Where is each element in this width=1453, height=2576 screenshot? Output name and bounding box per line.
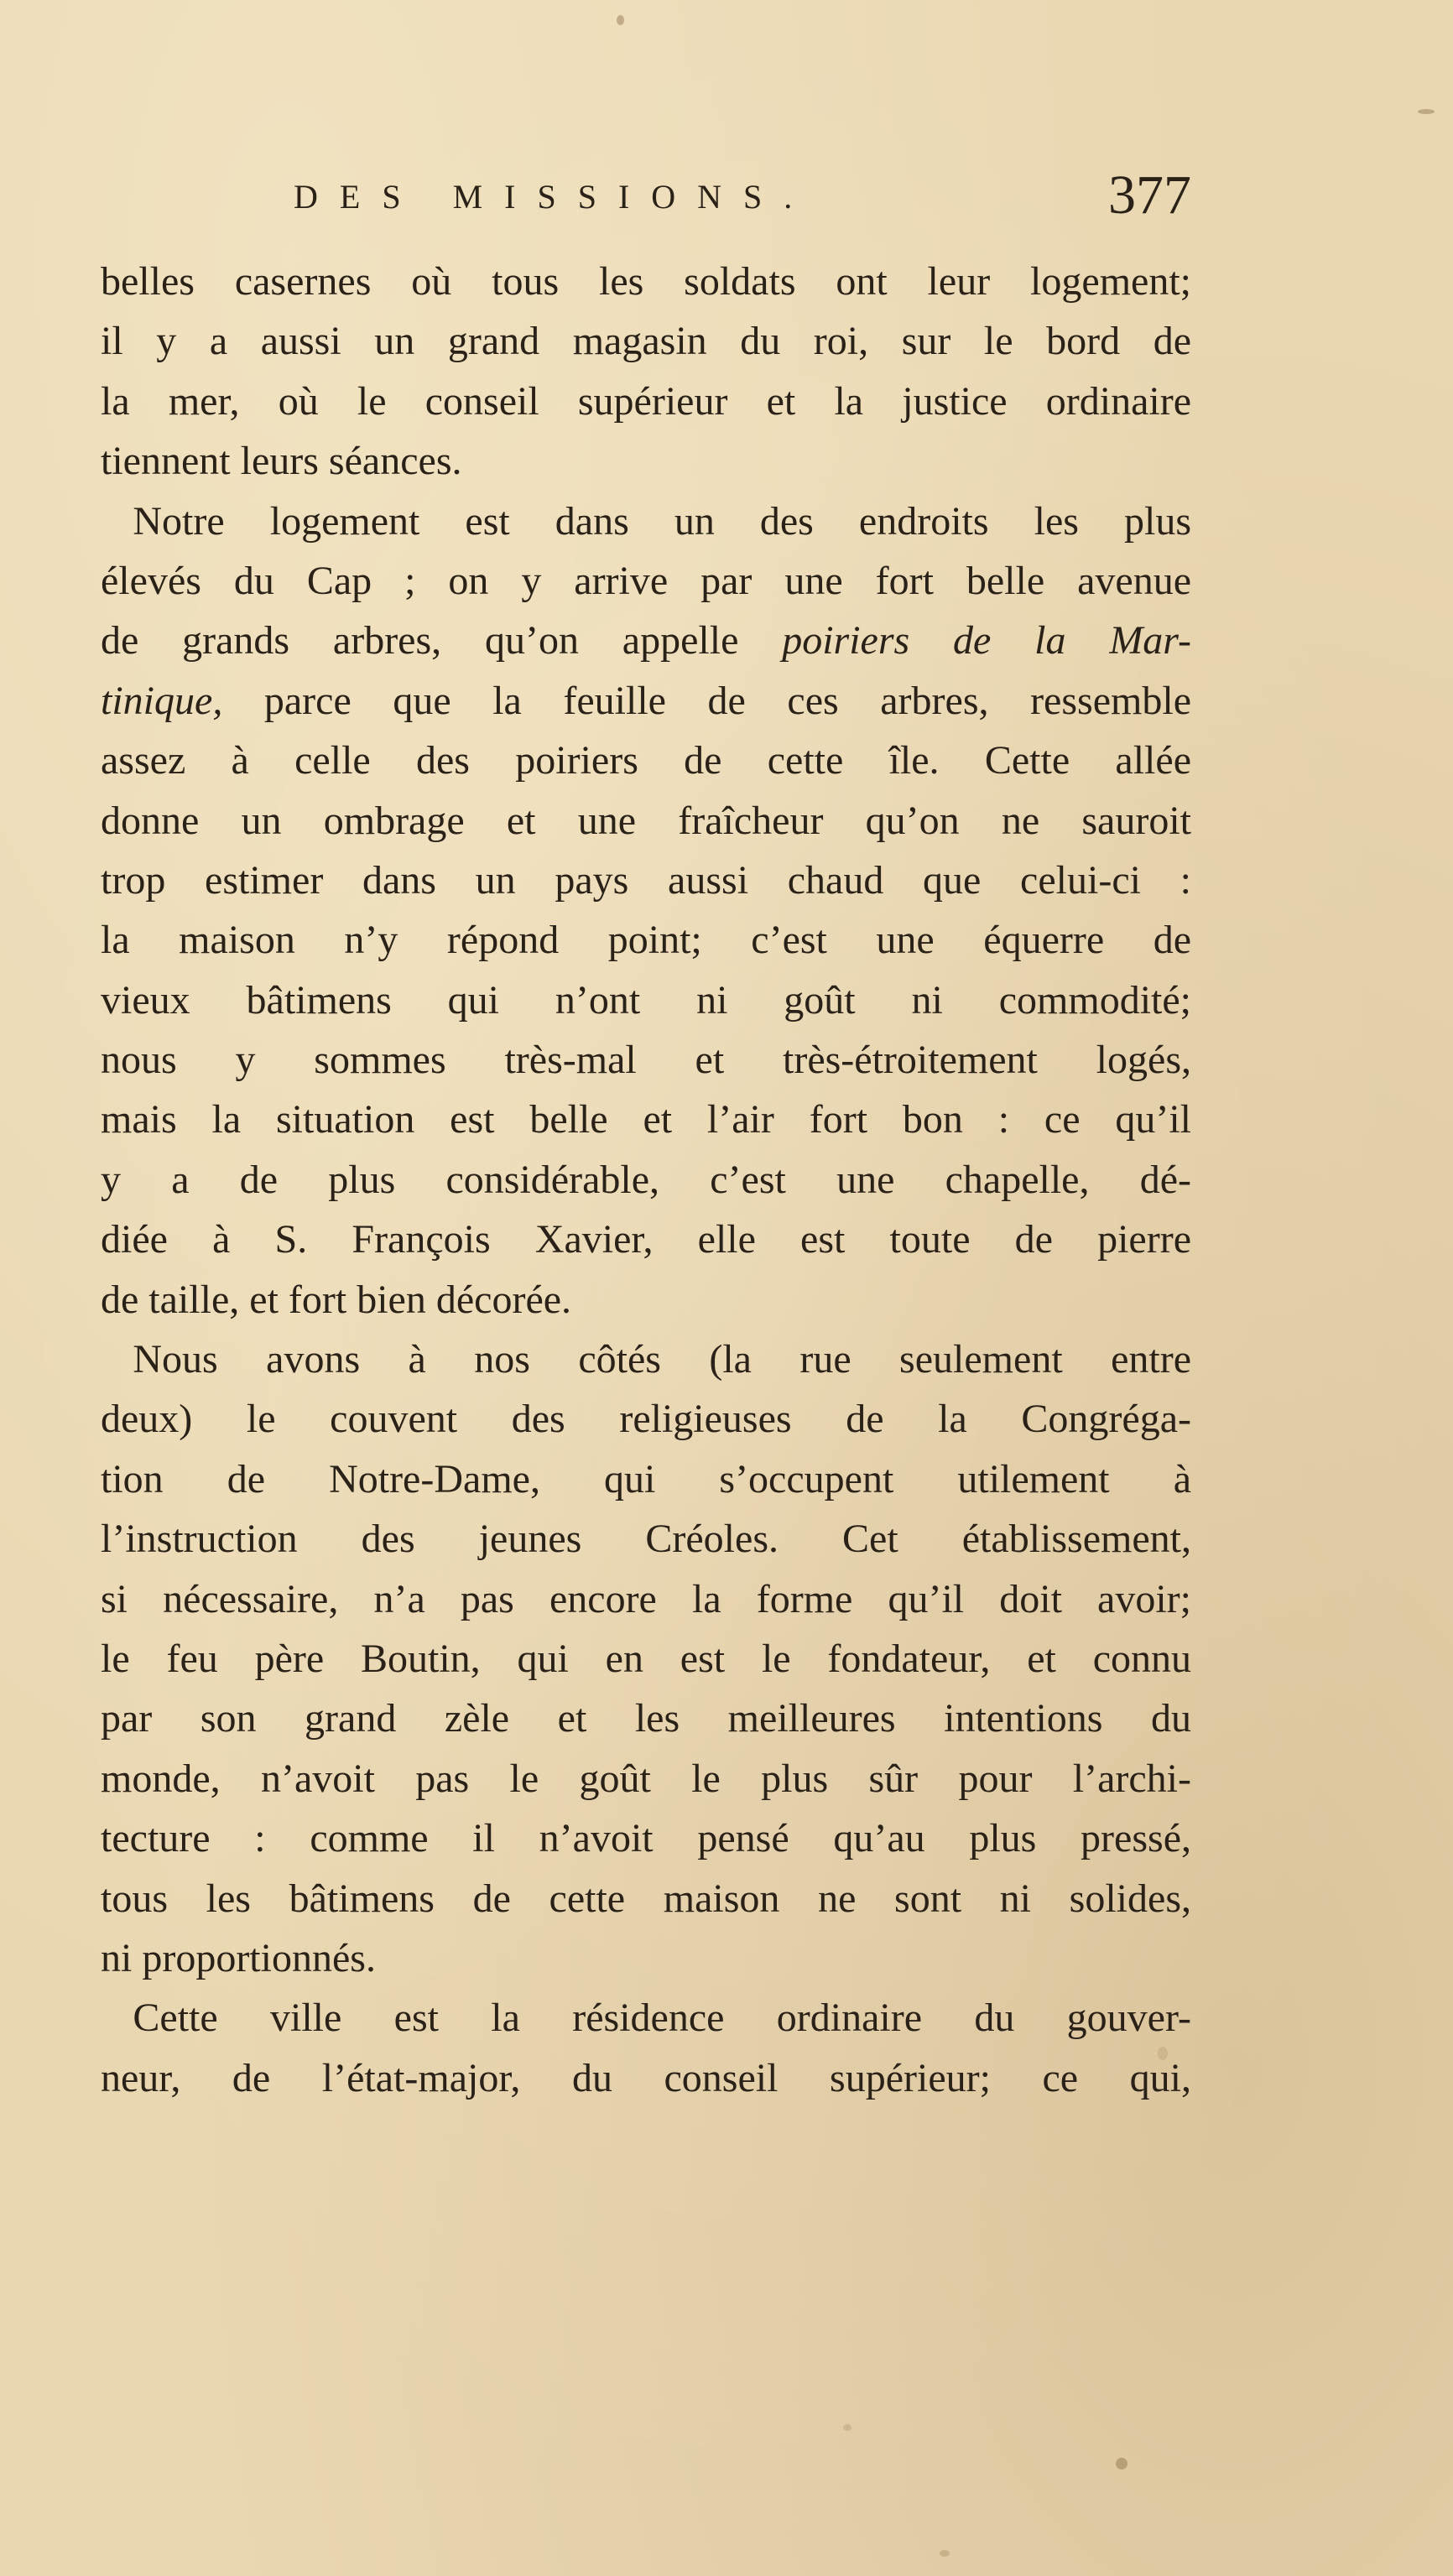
italic-text-run: poiriers de la Mar- xyxy=(782,618,1192,664)
text-line: si nécessaire, n’a pas encore la forme qu’il doit avoir; xyxy=(101,1576,1191,1621)
text-line: vieux bâtimens qui n’ont ni goût ni commodité; xyxy=(101,977,1191,1023)
text-line: par son grand zèle et les meilleures intentions du xyxy=(101,1696,1191,1741)
text-line: trop estimer dans un pays aussi chaud que celui-ci : xyxy=(101,857,1191,903)
text-line: assez à celle des poiriers de cette île. Cette allée xyxy=(101,738,1191,783)
paragraph-start-line: Cette ville est la résidence ordinaire du gouver- xyxy=(133,1996,1191,2041)
page-header xyxy=(294,164,1191,231)
text-line: ni proportionnés. xyxy=(101,1935,376,1980)
text-line: le feu père Boutin, qui en est le fondateur, et connu xyxy=(101,1636,1191,1681)
text-line: belles casernes où tous les soldats ont leur logement; xyxy=(101,259,1191,304)
italic-text-run: tinique, xyxy=(101,678,223,723)
text-line: tecture : comme il n’avoit pensé qu’au plus pressé, xyxy=(101,1816,1191,1861)
running-title: DES MISSIONS. xyxy=(294,178,815,216)
text-line: monde, n’avoit pas le goût le plus sûr pour l’archi- xyxy=(101,1756,1191,1801)
text-line: l’instruction des jeunes Créoles. Cet établissement, xyxy=(101,1517,1191,1562)
paragraph-start-line: Notre logement est dans un des endroits les plus xyxy=(133,498,1191,544)
text-line: la maison n’y répond point; c’est une équerre de xyxy=(101,918,1191,963)
text-line: il y a aussi un grand magasin du roi, sur le bord de xyxy=(101,319,1191,364)
text-line: élevés du Cap ; on y arrive par une fort belle avenue xyxy=(101,558,1191,603)
paper-stain xyxy=(843,2424,851,2431)
text-line: donne un ombrage et une fraîcheur qu’on ne sauroit xyxy=(101,798,1191,843)
text-line: nous y sommes très-mal et très-étroitement logés, xyxy=(101,1038,1191,1083)
text-line xyxy=(101,611,1191,670)
text-line: tous les bâtimens de cette maison ne sont ni solides, xyxy=(101,1876,1191,1921)
text-line: y a de plus considérable, c’est une chapelle, dé- xyxy=(101,1157,1191,1202)
text-line: tiennent leurs séances. xyxy=(101,439,462,484)
text-line: de taille, et fort bien décorée. xyxy=(101,1277,572,1322)
text-run: de grands arbres, qu’on appelle xyxy=(101,618,739,664)
text-line: mais la situation est belle et l’air fort bon : ce qu’il xyxy=(101,1097,1191,1142)
paper-stain xyxy=(617,15,624,25)
text-line: tion de Notre-Dame, qui s’occupent utilement à xyxy=(101,1456,1191,1501)
text-line: neur, de l’état-major, du conseil supérieur; ce qui, xyxy=(101,2055,1191,2100)
paper-stain xyxy=(1116,2458,1128,2469)
body-text xyxy=(101,252,1191,2108)
text-line xyxy=(101,671,1191,731)
text-line: la mer, où le conseil supérieur et la justice ordinaire xyxy=(101,378,1191,424)
text-run: parce que la feuille de ces arbres, ressemble xyxy=(263,678,1191,723)
text-line: deux) le couvent des religieuses de la Congréga- xyxy=(101,1397,1191,1442)
text-line: diée à S. François Xavier, elle est toute de pierre xyxy=(101,1217,1191,1262)
paragraph-start-line: Nous avons à nos côtés (la rue seulement entre xyxy=(133,1337,1191,1382)
paper-stain xyxy=(1418,109,1435,114)
paper-stain xyxy=(940,2550,950,2557)
page-number: 377 xyxy=(1108,164,1191,226)
